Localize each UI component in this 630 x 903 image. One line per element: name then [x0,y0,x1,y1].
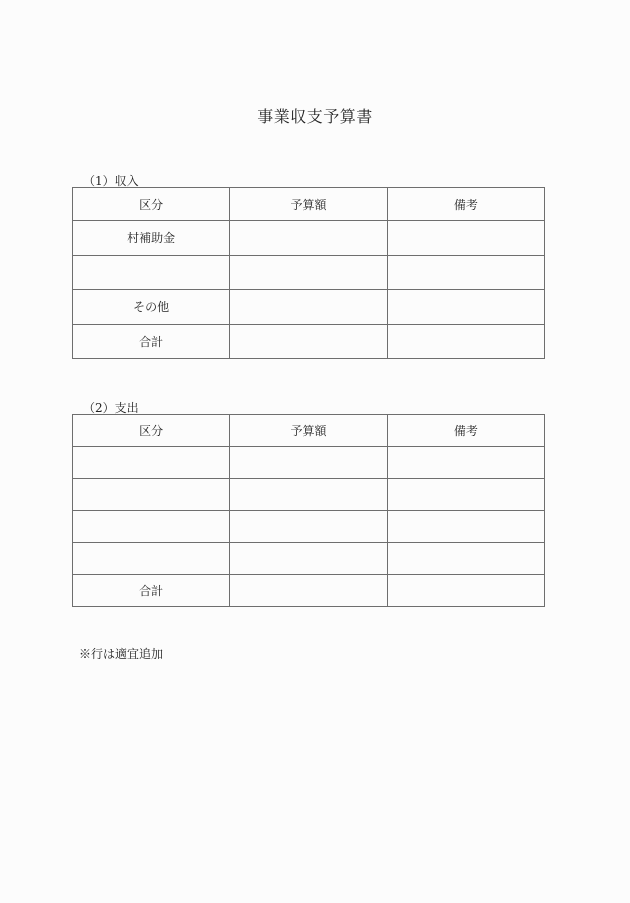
table-header-row [73,188,545,221]
cell-budget-amount[interactable] [230,575,387,607]
table-row [73,543,545,575]
cell-remarks[interactable] [387,221,544,256]
cell-category[interactable]: 合計 [73,575,230,607]
income-table [72,187,545,359]
table-row [73,511,545,543]
table-row [73,479,545,511]
cell-category[interactable] [73,543,230,575]
table-row [73,221,545,256]
header-category: 区分 [73,415,230,447]
cell-remarks[interactable] [387,447,544,479]
cell-budget-amount[interactable] [230,290,387,325]
cell-remarks[interactable] [387,575,544,607]
income-section-label: （1）収入 [83,174,139,188]
header-budget-amount: 予算額 [230,415,387,447]
header-budget-amount: 予算額 [230,188,387,221]
table-header-row [73,415,545,447]
cell-remarks[interactable] [387,324,544,359]
footnote: ※行は適宜追加 [79,647,164,661]
header-remarks: 備考 [387,415,544,447]
cell-budget-amount[interactable] [230,255,387,290]
cell-remarks[interactable] [387,290,544,325]
document-title: 事業収支予算書 [257,107,373,126]
cell-category[interactable]: 合計 [73,324,230,359]
cell-remarks[interactable] [387,255,544,290]
header-remarks: 備考 [387,188,544,221]
cell-budget-amount[interactable] [230,221,387,256]
table-total-row [73,324,545,359]
cell-budget-amount[interactable] [230,447,387,479]
expenditure-table [72,414,545,607]
cell-budget-amount[interactable] [230,479,387,511]
cell-category[interactable] [73,511,230,543]
cell-category[interactable]: その他 [73,290,230,325]
cell-remarks[interactable] [387,543,544,575]
cell-budget-amount[interactable] [230,324,387,359]
header-category: 区分 [73,188,230,221]
table-row [73,447,545,479]
cell-budget-amount[interactable] [230,511,387,543]
cell-budget-amount[interactable] [230,543,387,575]
table-total-row [73,575,545,607]
cell-category[interactable] [73,255,230,290]
cell-category[interactable] [73,447,230,479]
cell-remarks[interactable] [387,479,544,511]
table-row [73,290,545,325]
expenditure-section-label: （2）支出 [83,401,139,415]
cell-category[interactable] [73,479,230,511]
table-row [73,255,545,290]
cell-category[interactable]: 村補助金 [73,221,230,256]
cell-remarks[interactable] [387,511,544,543]
